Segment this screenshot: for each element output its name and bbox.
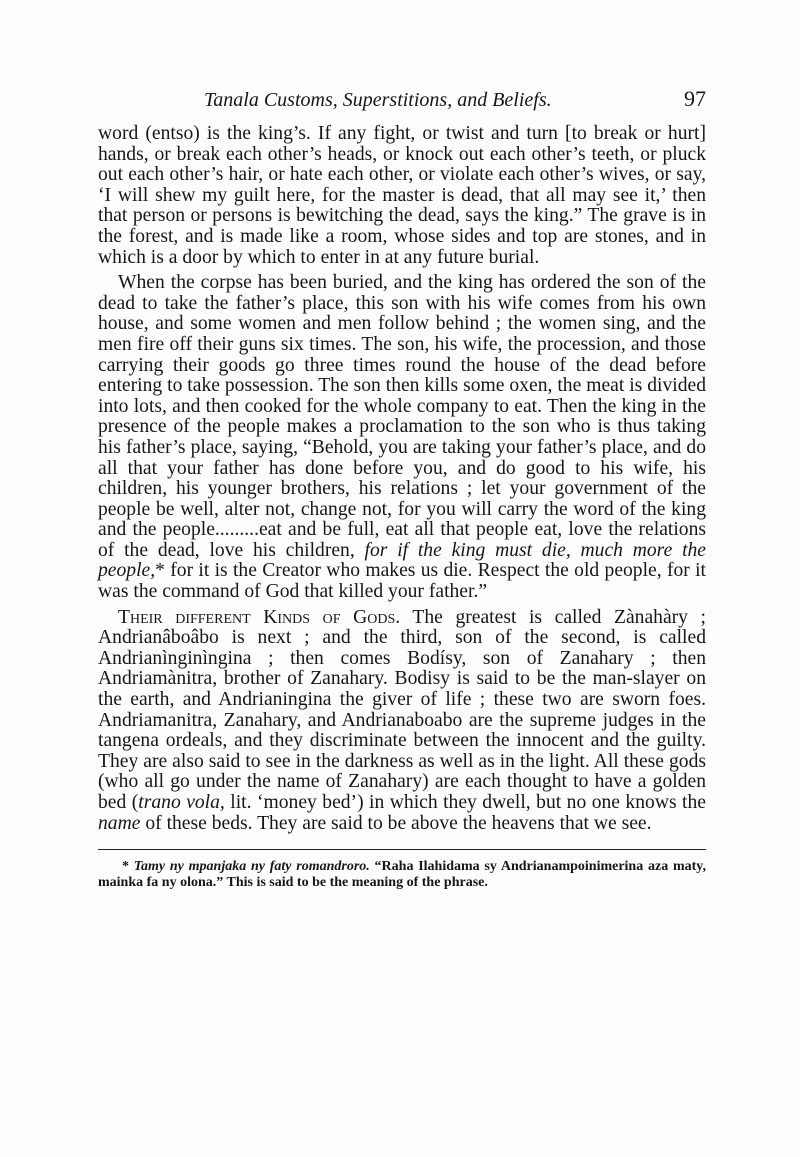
paragraph-text: lit. ‘money bed’) in which they dwell, but no one knows the	[224, 792, 706, 813]
paragraph-text: The greatest is called Zànahàry ; Andrianâboâbo is next ; and the third, son of the second, is called Andrianìnginìngina ; then comes Bodísy, son of Zanahary ; then Andriamànitra, brother of Zanahary. Bodisy is said to be the man-slayer on the earth, and Andrianingina the giver of life ; these two are sworn foes. Andriamanitra, Zanahary, and Andrianaboabo are the supreme judges in the tangena ordeals, and they discriminate between the innocent and the guilty. They are also said to see in the darkness as well as in the light. All these gods (who all go under the name of Zanahary) are each thought to have a golden bed (	[98, 606, 706, 813]
paragraph-burial-succession	[98, 273, 706, 603]
running-header	[98, 86, 706, 112]
footnote-text: “Raha Ilahidama sy Andrianampoinimerina aza maty, mainka fa ny olona.” This is said to be the meaning of the phrase.	[98, 859, 707, 891]
footnote-italic: Tamy ny mpanjaka ny faty romandroro.	[133, 859, 370, 875]
footnote-rule	[98, 849, 706, 850]
running-title: Tanala Customs, Superstitions, and Beliefs.	[204, 89, 552, 111]
paragraph-continued: word (entso) is the king’s. If any fight, or twist and turn [to break or hurt] hands, or break each other’s heads, or knock out each other’s teeth, or pluck out each other’s hair, or hate each other, or violate each other’s wives, or say, ‘I will shew my guilt here, for the master is dead, that all may see it,’ then that person or persons is bewitching the dead, says the king.” The grave is in the forest, and is made like a room, whose sides and top are stones, and in which is a door by which to enter in at any future burial.	[98, 123, 706, 268]
footnote	[98, 859, 706, 891]
paragraph-text: of these beds. They are said to be above the heavens that we see.	[140, 812, 652, 834]
italic-phrase: trano vola,	[138, 792, 225, 813]
italic-word: name	[98, 812, 141, 834]
section-heading: Their different Kinds of Gods.	[118, 606, 401, 628]
italic-phrase: for if the king must die, much more the people,	[98, 539, 707, 582]
paragraph-text: * for it is the Creator who makes us die. Respect the old people, for it was the command of God that killed your father.”	[98, 560, 706, 603]
footnote-marker: *	[122, 859, 134, 875]
paragraph-kinds-of-gods	[98, 608, 706, 835]
paragraph-text: When the corpse has been buried, and the king has ordered the son of the dead to take the father’s place, this son with his wife comes from his own house, and some women and men follow behind ; the women sing, and the men fire off their guns six times. The son, his wife, the procession, and those carrying their goods go three times round the house of the dead before entering to take possession. The son then kills some oxen, the meat is divided into lots, and then cooked for the whole company to eat. Then the king in the presence of the people makes a proclamation to the son who is thus taking his father’s place, saying, “Behold, you are taking your father’s place, and do all that your father has done before you, and do good to his wife, his children, his younger brothers, his relations ; let your government of the people be well, alter not, change not, for you will carry the word of the king and the people.........eat and be full, eat all that people eat, love the relations of the dead, love his children,	[98, 272, 706, 561]
page-number: 97	[684, 86, 706, 111]
